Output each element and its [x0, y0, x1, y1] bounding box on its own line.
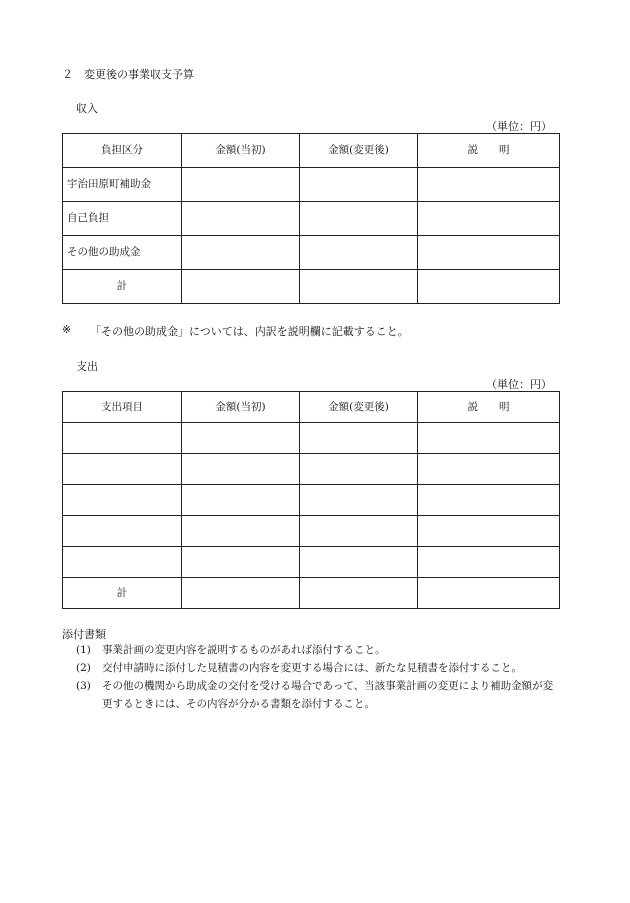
list-item: [62, 677, 572, 713]
list-item: [62, 641, 572, 659]
description-cell[interactable]: [418, 270, 560, 304]
description-cell[interactable]: [418, 578, 560, 609]
expense-header-initial-amount: 金額(当初): [182, 392, 300, 423]
amount-cell[interactable]: [300, 423, 418, 454]
amount-cell[interactable]: [300, 485, 418, 516]
expense-unit-label: （単位：円）: [486, 378, 552, 391]
income-row-label: 宇治田原町補助金: [63, 168, 182, 202]
expense-heading: 支出: [76, 360, 98, 373]
income-total-row: [63, 270, 560, 304]
income-heading: 収入: [76, 102, 98, 115]
income-header-changed-amount: 金額(変更後): [300, 134, 418, 168]
amount-cell[interactable]: [182, 236, 300, 270]
description-cell[interactable]: [418, 236, 560, 270]
attachments-list: [62, 641, 572, 713]
amount-cell[interactable]: [182, 270, 300, 304]
expense-item-cell[interactable]: [63, 547, 182, 578]
description-cell[interactable]: [418, 547, 560, 578]
expense-item-cell[interactable]: [63, 516, 182, 547]
table-row: [63, 168, 560, 202]
expense-header-changed-amount: 金額(変更後): [300, 392, 418, 423]
item-number: (2): [76, 662, 91, 674]
item-number: (1): [76, 644, 91, 656]
income-header-description: 説 明: [418, 134, 560, 168]
income-header-category: 負担区分: [63, 134, 182, 168]
item-text: その他の機関から助成金の交付を受ける場合であって、当該事業計画の変更により補助金額が変更するときには、その内容が分かる書類を添付すること。: [102, 680, 554, 710]
amount-cell[interactable]: [182, 454, 300, 485]
note-text: 「その他の助成金」については、内訳を説明欄に記載すること。: [90, 325, 409, 338]
expense-header-row: [63, 392, 560, 423]
income-unit-label: （単位：円）: [486, 120, 552, 133]
income-table: [62, 133, 560, 304]
section-title: ２ 変更後の事業収支予算: [62, 68, 194, 81]
expense-total-row: [63, 578, 560, 609]
amount-cell[interactable]: [182, 485, 300, 516]
amount-cell[interactable]: [300, 168, 418, 202]
description-cell[interactable]: [418, 454, 560, 485]
income-total-label: 計: [63, 270, 182, 304]
table-row: [63, 547, 560, 578]
description-cell[interactable]: [418, 168, 560, 202]
description-cell[interactable]: [418, 202, 560, 236]
amount-cell[interactable]: [300, 454, 418, 485]
amount-cell[interactable]: [300, 270, 418, 304]
amount-cell[interactable]: [182, 516, 300, 547]
description-cell[interactable]: [418, 423, 560, 454]
table-row: [63, 516, 560, 547]
item-number: (3): [76, 680, 91, 692]
expense-table: [62, 391, 560, 609]
amount-cell[interactable]: [300, 578, 418, 609]
table-row: [63, 423, 560, 454]
item-text: 事業計画の変更内容を説明するものがあれば添付すること。: [102, 644, 386, 656]
expense-item-cell[interactable]: [63, 423, 182, 454]
income-header-row: [63, 134, 560, 168]
item-text: 交付申請時に添付した見積書の内容を変更する場合には、新たな見積書を添付すること。: [102, 662, 522, 674]
amount-cell[interactable]: [182, 202, 300, 236]
attachments-heading: 添付書類: [62, 628, 106, 641]
income-row-label: 自己負担: [63, 202, 182, 236]
table-row: [63, 202, 560, 236]
amount-cell[interactable]: [300, 236, 418, 270]
amount-cell[interactable]: [182, 578, 300, 609]
table-row: [63, 236, 560, 270]
description-cell[interactable]: [418, 485, 560, 516]
expense-item-cell[interactable]: [63, 454, 182, 485]
amount-cell[interactable]: [300, 202, 418, 236]
income-row-label: その他の助成金: [63, 236, 182, 270]
expense-item-cell[interactable]: [63, 485, 182, 516]
list-item: [62, 659, 572, 677]
table-row: [63, 454, 560, 485]
amount-cell[interactable]: [182, 547, 300, 578]
table-row: [63, 485, 560, 516]
amount-cell[interactable]: [300, 547, 418, 578]
amount-cell[interactable]: [182, 168, 300, 202]
expense-total-label: 計: [63, 578, 182, 609]
expense-header-description: 説 明: [418, 392, 560, 423]
income-header-initial-amount: 金額(当初): [182, 134, 300, 168]
expense-header-item: 支出項目: [63, 392, 182, 423]
amount-cell[interactable]: [300, 516, 418, 547]
description-cell[interactable]: [418, 516, 560, 547]
amount-cell[interactable]: [182, 423, 300, 454]
note-mark: ※: [62, 323, 72, 336]
